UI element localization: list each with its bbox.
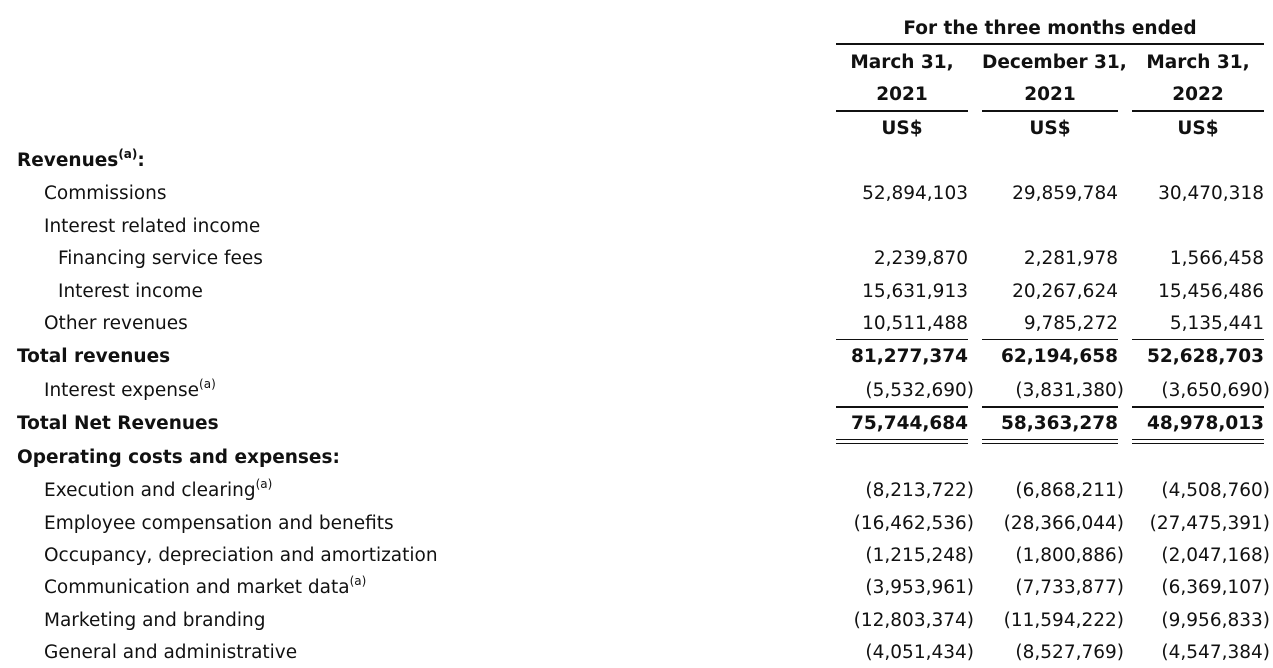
row-label-financing-service-fees: Financing service fees: [58, 248, 263, 269]
column-header-3-line2: 2022: [1172, 84, 1224, 105]
column-header-2-rule: [982, 110, 1118, 112]
row-label-interest-income: Interest income: [58, 281, 203, 302]
cell-marketing-and-branding-1: (12,803,374): [853, 610, 974, 631]
cell-commissions-2: 29,859,784: [1012, 183, 1118, 204]
cell-occupancy-1: (1,215,248): [865, 545, 974, 566]
row-label-other-revenues: Other revenues: [44, 313, 188, 334]
column-header-1-line2: 2021: [876, 84, 928, 105]
cell-occupancy-3: (2,047,168): [1161, 545, 1270, 566]
row-label-communication-market-data: Communication and market data$^{(a)}$: [44, 574, 367, 598]
cell-occupancy-2: (1,800,886): [1015, 545, 1124, 566]
row-label-total-net-revenues: Total Net Revenues: [17, 413, 219, 434]
currency-label-2: US$: [1029, 118, 1071, 139]
cell-general-and-administrative-3: (4,547,384): [1161, 642, 1270, 663]
cell-interest-expense-2: (3,831,380): [1015, 380, 1124, 401]
net-rule-1: [836, 406, 968, 408]
cell-execution-and-clearing-3: (4,508,760): [1161, 480, 1270, 501]
row-label-execution-and-clearing: Execution and clearing$^{(a)}$: [44, 477, 273, 501]
cell-total-revenues-1: 81,277,374: [850, 346, 968, 367]
row-label-marketing-and-branding: Marketing and branding: [44, 610, 266, 631]
cell-general-and-administrative-2: (8,527,769): [1015, 642, 1124, 663]
cell-marketing-and-branding-2: (11,594,222): [1003, 610, 1124, 631]
net-double-rule-b-2: [982, 443, 1118, 444]
cell-execution-and-clearing-1: (8,213,722): [865, 480, 974, 501]
cell-other-revenues-3: 5,135,441: [1169, 313, 1264, 334]
cell-interest-income-2: 20,267,624: [1012, 281, 1118, 302]
net-rule-3: [1132, 406, 1264, 408]
column-header-2-line1: December 31,: [982, 52, 1127, 73]
net-double-rule-b-1: [836, 443, 968, 444]
cell-total-revenues-3: 52,628,703: [1146, 346, 1264, 367]
row-label-occupancy: Occupancy, depreciation and amortization: [44, 545, 438, 566]
cell-marketing-and-branding-3: (9,956,833): [1161, 610, 1270, 631]
period-header: For the three months ended: [903, 18, 1197, 39]
cell-employee-compensation-3: (27,475,391): [1149, 513, 1270, 534]
cell-commissions-3: 30,470,318: [1158, 183, 1264, 204]
cell-other-revenues-2: 9,785,272: [1023, 313, 1118, 334]
currency-label-3: US$: [1177, 118, 1219, 139]
cell-commissions-1: 52,894,103: [862, 183, 968, 204]
column-header-3-rule: [1132, 110, 1264, 112]
net-double-rule-a-1: [836, 439, 968, 440]
cell-execution-and-clearing-2: (6,868,211): [1015, 480, 1124, 501]
net-double-rule-a-3: [1132, 439, 1264, 440]
net-double-rule-b-3: [1132, 443, 1264, 444]
cell-interest-expense-1: (5,532,690): [865, 380, 974, 401]
cell-interest-expense-3: (3,650,690): [1161, 380, 1270, 401]
row-label-total-revenues: Total revenues: [17, 346, 171, 367]
column-header-3-line1: March 31,: [1146, 52, 1250, 73]
row-label-revenues: Revenues$^{(a)}$:: [17, 147, 145, 171]
cell-total-revenues-2: 62,194,658: [1000, 346, 1118, 367]
cell-other-revenues-1: 10,511,488: [862, 313, 968, 334]
row-label-operating-costs: Operating costs and expenses:: [17, 447, 340, 468]
subtotal-rule-1: [836, 339, 968, 340]
row-label-commissions: Commissions: [44, 183, 167, 204]
cell-communication-market-data-2: (7,733,877): [1015, 577, 1124, 598]
net-rule-2: [982, 406, 1118, 408]
period-header-rule: [836, 43, 1264, 45]
cell-interest-income-3: 15,456,486: [1158, 281, 1264, 302]
cell-employee-compensation-2: (28,366,044): [1003, 513, 1124, 534]
column-header-2-line2: 2021: [1024, 84, 1076, 105]
cell-general-and-administrative-1: (4,051,434): [865, 642, 974, 663]
row-label-interest-related-income: Interest related income: [44, 216, 261, 237]
subtotal-rule-2: [982, 339, 1118, 340]
cell-financing-service-fees-1: 2,239,870: [873, 248, 968, 269]
cell-communication-market-data-1: (3,953,961): [865, 577, 974, 598]
cell-financing-service-fees-2: 2,281,978: [1023, 248, 1118, 269]
column-header-1-rule: [836, 110, 968, 112]
row-label-interest-expense: Interest expense$^{(a)}$: [44, 377, 216, 401]
cell-employee-compensation-1: (16,462,536): [853, 513, 974, 534]
cell-financing-service-fees-3: 1,566,458: [1169, 248, 1264, 269]
row-label-general-and-administrative: General and administrative: [44, 642, 298, 663]
subtotal-rule-3: [1132, 339, 1264, 340]
cell-communication-market-data-3: (6,369,107): [1161, 577, 1270, 598]
cell-interest-income-1: 15,631,913: [862, 281, 968, 302]
row-label-employee-compensation: Employee compensation and benefits: [44, 513, 394, 534]
cell-total-net-revenues-2: 58,363,278: [1000, 413, 1118, 434]
currency-label-1: US$: [881, 118, 923, 139]
cell-total-net-revenues-3: 48,978,013: [1146, 413, 1264, 434]
column-header-1-line1: March 31,: [850, 52, 954, 73]
cell-total-net-revenues-1: 75,744,684: [850, 413, 968, 434]
net-double-rule-a-2: [982, 439, 1118, 440]
